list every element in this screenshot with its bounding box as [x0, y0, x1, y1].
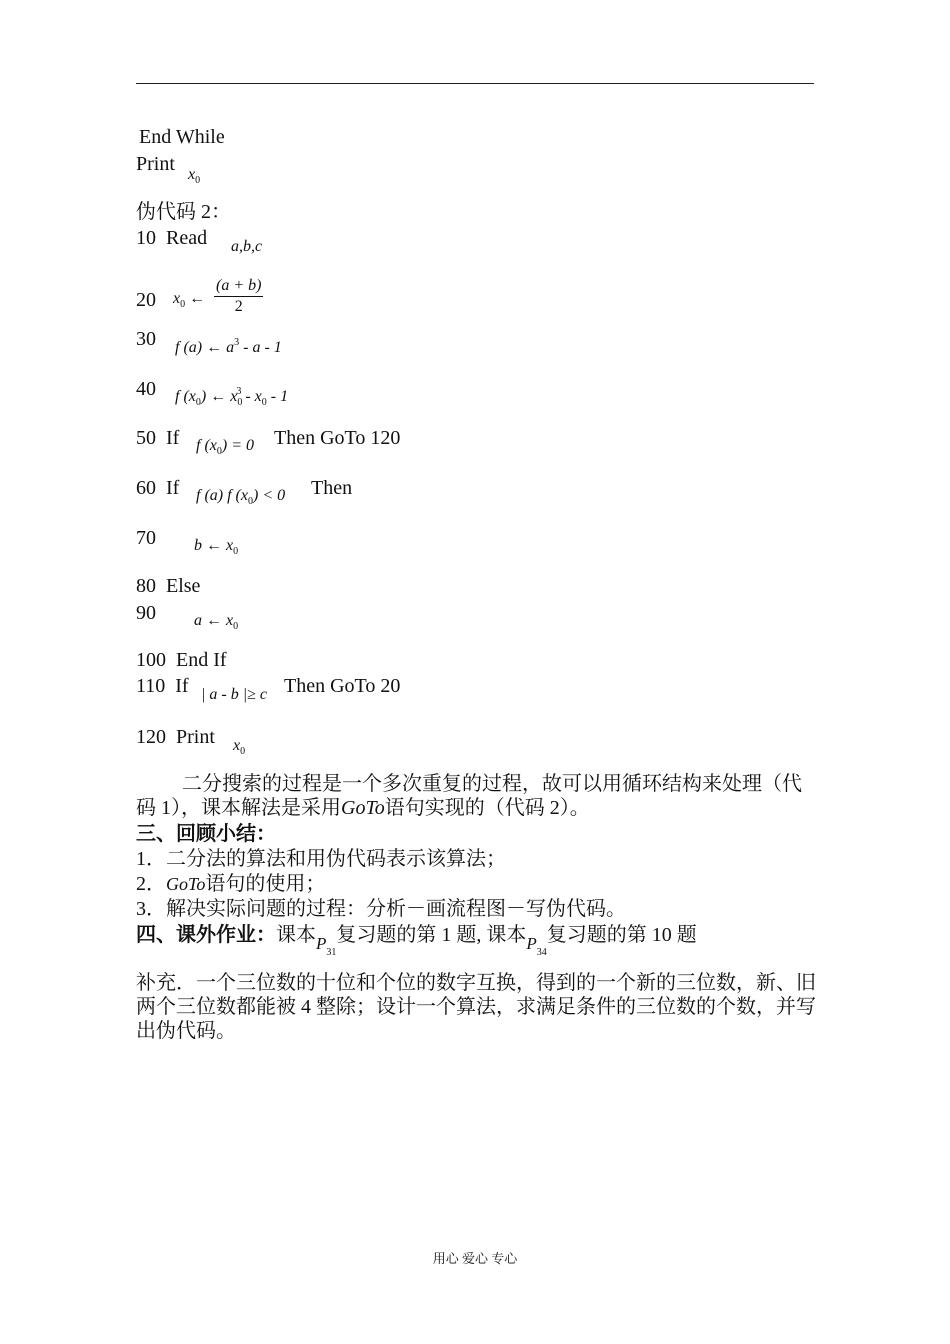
code-line-10-expr: a,b,c: [231, 238, 263, 255]
print-var: $x_0$: [188, 166, 201, 186]
code-line-20-fraction: $\frac{(a + b)}{2}$: [216, 277, 262, 315]
code2-heading: 伪代码 2：: [136, 201, 231, 223]
code-line-10: 10 Read: [136, 227, 208, 249]
code-line-80: 80 Else: [136, 575, 201, 597]
code-line-110-expr: | a - b |≥ c: [201, 686, 268, 703]
summary-heading: 三、回顾小结：: [136, 823, 276, 845]
code-line-20-no: 20: [136, 289, 156, 311]
code-line-50-expr: f $(x_0) = 0$: [196, 437, 254, 457]
code-line-40-no: 40: [136, 378, 156, 400]
code-line-30-expr: f (a) ← $a^3$ - a - 1: [175, 337, 282, 356]
code-line-50: 50 If: [136, 427, 180, 449]
supplement-paragraph: 补充．一个三位数的十位和个位的数字互换，得到的一个新的三位数，新、旧两个三位数都能被 4 整除；设计一个算法，求满足条件的三位数的个数，并写出伪代码。: [136, 972, 816, 1042]
code-line-20-lhs: $x_0$ ←: [173, 290, 206, 310]
code-line-60-expr: f (a) f $(x_0) < 0$: [196, 487, 286, 507]
code-line-70-no: 70: [136, 527, 156, 549]
code-line-60-tail: Then: [311, 477, 353, 499]
summary-item-1: 1．二分法的算法和用伪代码表示该算法；: [136, 848, 506, 870]
header-rule: [136, 83, 814, 84]
code-line-50-tail: Then GoTo 120: [274, 427, 401, 449]
code-line-120-expr: $x_0$: [233, 737, 246, 757]
code-line-90-expr: a ← $x_0$: [194, 612, 239, 632]
homework-line: 四、课外作业：课本$_{P31}$复习题的第 1 题, 课本$_{P34}$复习题的第 10 题: [136, 924, 697, 958]
end-while-line: End While: [139, 126, 225, 148]
code-line-30-no: 30: [136, 328, 156, 350]
code-line-110: 110 If: [136, 675, 189, 697]
code-line-110-tail: Then GoTo 20: [284, 675, 401, 697]
explanation-paragraph: 二分搜索的过程是一个多次重复的过程，故可以用循环结构来处理（代码 1），课本解法是采用GoTo语句实现的（代码 2）。: [136, 773, 802, 819]
code-line-100: 100 End If: [136, 649, 227, 671]
code-line-120: 120 Print: [136, 726, 215, 748]
code-line-40-expr: f $(x_0)$ ← $x_0^3 - x_0 - 1$: [175, 386, 289, 408]
code-line-70-expr: b ← $x_0$: [194, 537, 239, 557]
code-line-90-no: 90: [136, 602, 156, 624]
page-footer: 用心 爱心 专心: [432, 1251, 518, 1266]
code-line-60: 60 If: [136, 477, 180, 499]
print-line: Print: [136, 153, 175, 175]
summary-item-2: 2．GoTo语句的使用；: [136, 873, 326, 895]
summary-item-3: 3．解决实际问题的过程：分析－画流程图－写伪代码。: [136, 898, 626, 920]
